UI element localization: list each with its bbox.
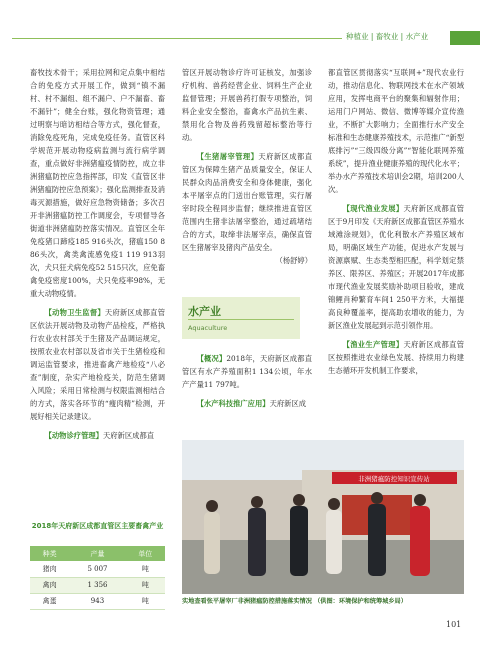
paragraph (328, 202, 464, 332)
paragraph (182, 150, 312, 254)
paragraph-tag: 【动物卫生监督】 (44, 308, 105, 317)
banner-text: 非洲猪瘟防控知识宣传站 (358, 475, 430, 483)
table-row (30, 577, 165, 593)
table-title: 2018年天府新区成都直管区主要畜禽产业 (31, 522, 164, 530)
header-tab (450, 31, 480, 45)
table-row (30, 593, 165, 609)
table-cell: 5 007 (69, 561, 125, 577)
header-rule (12, 38, 342, 39)
paragraph-text: 天府新区成都直管区按照推进农业绿色发展、持续用力构建生态循环开发机制工作要求， (328, 340, 465, 375)
paragraph-text: 天府新区成都直 (102, 431, 155, 440)
paragraph (182, 397, 312, 410)
paragraph-text: 天府新区成 (269, 399, 307, 408)
paragraph-tag: 【生猪屠宰管理】 (196, 152, 259, 161)
table-header: 产量 (69, 546, 125, 561)
paragraph-text: 天府新区成都直管区于9月印发《天府新区成都直管区养殖水域滩涂规划》，优化利散水产养殖区域布局，明确区域生产功能，促进水产发展与资源禀赋、生态类型相匹配，科学划定禁养区、限养区、养殖区；开展2017年成都市现代渔业发展奖励补助项目验收，建成锦鲤肖种繁育车间1 250平方米，大福提高良种覆盖率，提高助农增收的能力，为新区渔业发展起到示范引领作用。 (328, 204, 465, 330)
paragraph (30, 306, 165, 423)
column-middle (182, 66, 312, 267)
table-cell: 943 (69, 593, 125, 609)
inspection-photo (182, 440, 464, 594)
building (182, 480, 302, 540)
paragraph-tag: 【现代渔业发展】 (342, 204, 404, 213)
table-cell: 吨 (126, 577, 165, 593)
paragraph: 畜牧技术骨干；采用拉网和定点集中相结合的免疫方式开展工作，做到“镇不漏村、村不漏组、组不漏户、户不漏畜、畜不漏针”；健全台账，强化物资管理；通过明察与暗访相结合等方式，强化督查，消除免疫死角，完成免疫任务。直管区科学规范开展动物疫病监测与流行病学调查，重点做好非洲猪瘟疫情防控，成立非洲猪瘟防控应急指挥部，印发《直管区非洲猪瘟防控应急预案》；强化监测排查及消毒灭源措施，做好应急物资储备；多次召开非洲猪瘟防控工作调度会，专项督导各街道非洲猪瘟防控落实情况。直管区全年免疫猪口蹄疫185 916头次，猪瘟150 886头次，禽类禽流感免疫1 119 913羽次，犬只狂犬病免疫52 515只次，应免畜禽免疫密度100%，犬只免疫率98%，无重大动物疫情。 (30, 68, 165, 298)
table-cell: 吨 (126, 561, 165, 577)
paragraph (328, 338, 464, 377)
paragraph-tag: 【动物诊疗管理】 (44, 431, 103, 440)
photo-illustration (182, 440, 464, 594)
paragraph-tag: 【水产科技推广应用】 (196, 399, 270, 408)
section-title: 水产业 (188, 305, 221, 318)
header-section-label: 种植业 | 畜牧业 | 水产业 (346, 32, 429, 41)
photo-caption: 实地查看张平屠宰厂非洲猪瘟防控措施落实情况 （供图：环境保护和统筹城乡局） (182, 598, 407, 605)
section-rule (188, 319, 294, 320)
section-subtitle: Aquaculture (188, 324, 228, 332)
paragraph-tag: 【概况】 (196, 354, 227, 363)
paragraph-tag: 【渔业生产管理】 (342, 340, 404, 349)
paragraph (182, 352, 312, 391)
table-row (30, 561, 165, 577)
column-middle-lower (182, 352, 312, 410)
livestock-table (30, 546, 165, 610)
paragraph-text: 天府新区成都直管区为保障生猪产品质量安全，保证人民群众肉品消费安全和身体健康，强化本平屠宰点的门送出台账管理，实行屠宰时段全程同步监督；继续推进直管区范围内生猪非法屠宰整治，通过疏堵结合的方式，取缔非法屠宰点，确保直管区生猪屠宰及猪肉产品安全。 (182, 152, 313, 252)
page-number: 101 (446, 620, 462, 629)
paragraph: 管区开展动物诊疗许可证核发，加强诊疗机构、兽药经营企业、饲料生产企业监督管理；开展兽药打假专项整治，饲料企业安全整治，畜禽水产品抗生素、禁用化合物及兽药残留超标整治等行动。 (182, 68, 312, 142)
table-header: 种类 (30, 546, 69, 561)
column-right (328, 66, 464, 377)
table-cell: 吨 (126, 593, 165, 609)
table-cell: 1 356 (69, 577, 125, 593)
paragraph-text: 天府新区成都直管区依法开展动物及动物产品检疫，严格执行农业农村部关于生猪及产品调运规定，按照农业农村部以及省市关于生猪检疫和调运监管要求，推进畜禽产地检疫“八必查”制度，杂实产地检疫关，防范生猪调入风险；采用日常检测与权限监测相结合的方式，落实各环节的“瘦肉精”检测，开展好相关记录建议。 (30, 308, 166, 421)
paragraph: 都直管区贯彻落实“互联网+”现代农业行动，推动信息化、物联网技术在水产领域应用，发挥电商平台的聚集和辐射作用；运用门户网站、微信、微博等媒介宣传渔业，不断扩大影响力；全面推行水产安全标准和生态健康养殖技术，示范推广“新型底排污”“三级四级分离”“智能化联网养殖系统”，提升渔业健康养殖的现代化水平；举办水产养殖技术培训会2期，培训200人次。 (328, 68, 464, 194)
paragraph-text: 2018年，天府新区成都直管区有水产养殖面积1 134公顷，年水产产量11 797吨。 (182, 354, 312, 389)
paragraph (30, 429, 165, 442)
table-cell: 猪肉 (30, 561, 69, 577)
column-left (30, 66, 165, 442)
table-cell: 禽蛋 (30, 593, 69, 609)
section-heading-aquaculture (182, 297, 300, 339)
author-signature: （杨舒婷） (275, 256, 312, 265)
table-header: 单位 (126, 546, 165, 561)
page-header (0, 30, 480, 46)
table-cell: 禽肉 (30, 577, 69, 593)
